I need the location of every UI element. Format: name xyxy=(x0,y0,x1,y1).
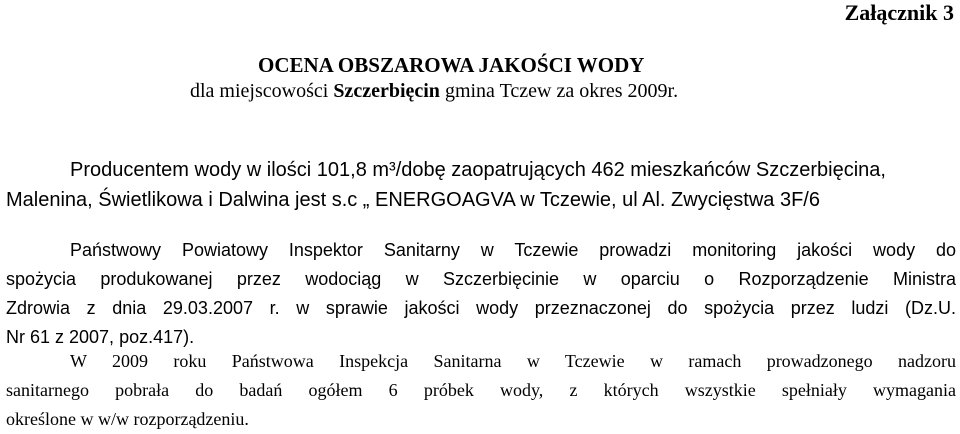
subtitle-locality: Szczerbięcin xyxy=(333,80,440,102)
monitoring-line-1: Państwowy Powiatowy Inspektor Sanitarny w Tczewie prowadzi monitoring jakości wody do xyxy=(70,240,956,260)
monitoring-line-3: Zdrowia z dnia 29.03.2007 r. w sprawie jakości wody przeznaczonej do spożycia przez ludzi (Dz.U. xyxy=(6,298,956,318)
producer-line-2: Malenina, Świetlikowa i Dalwina jest s.c „ ENERGOAGVA w Tczewie, ul Al. Zwycięstwa 3F/6 xyxy=(6,189,820,211)
monitoring-line-4: Nr 61 z 2007, poz.417). xyxy=(6,327,195,347)
inspection-line-3: określone w w/w rozporządzeniu. xyxy=(6,409,249,429)
inspection-line-2: sanitarnego pobrała do badań ogółem 6 próbek wody, z których wszystkie spełniały wymagania xyxy=(6,380,956,400)
inspection-paragraph xyxy=(6,347,956,434)
subtitle-suffix: gmina Tczew za okres 2009r. xyxy=(439,80,679,102)
monitoring-line-2: spożycia produkowanej przez wodociąg w Szczerbięcinie w oparciu o Rozporządzenie Ministra xyxy=(6,269,956,289)
document-title: OCENA OBSZAROWA JAKOŚCI WODY xyxy=(258,53,645,77)
inspection-line-1: W 2009 roku Państwowa Inspekcja Sanitarna w Tczewie w ramach prowadzonego nadzoru xyxy=(70,351,956,371)
annex-label: Załącznik 3 xyxy=(844,0,954,25)
document-subtitle xyxy=(190,78,960,104)
monitoring-paragraph xyxy=(6,236,956,352)
producer-line-1: Producentem wody w ilości 101,8 m³/dobę zaopatrujących 462 mieszkańców Szczerbięcina, xyxy=(70,159,886,181)
producer-paragraph xyxy=(6,155,956,215)
subtitle-prefix: dla miejscowości xyxy=(190,80,334,102)
